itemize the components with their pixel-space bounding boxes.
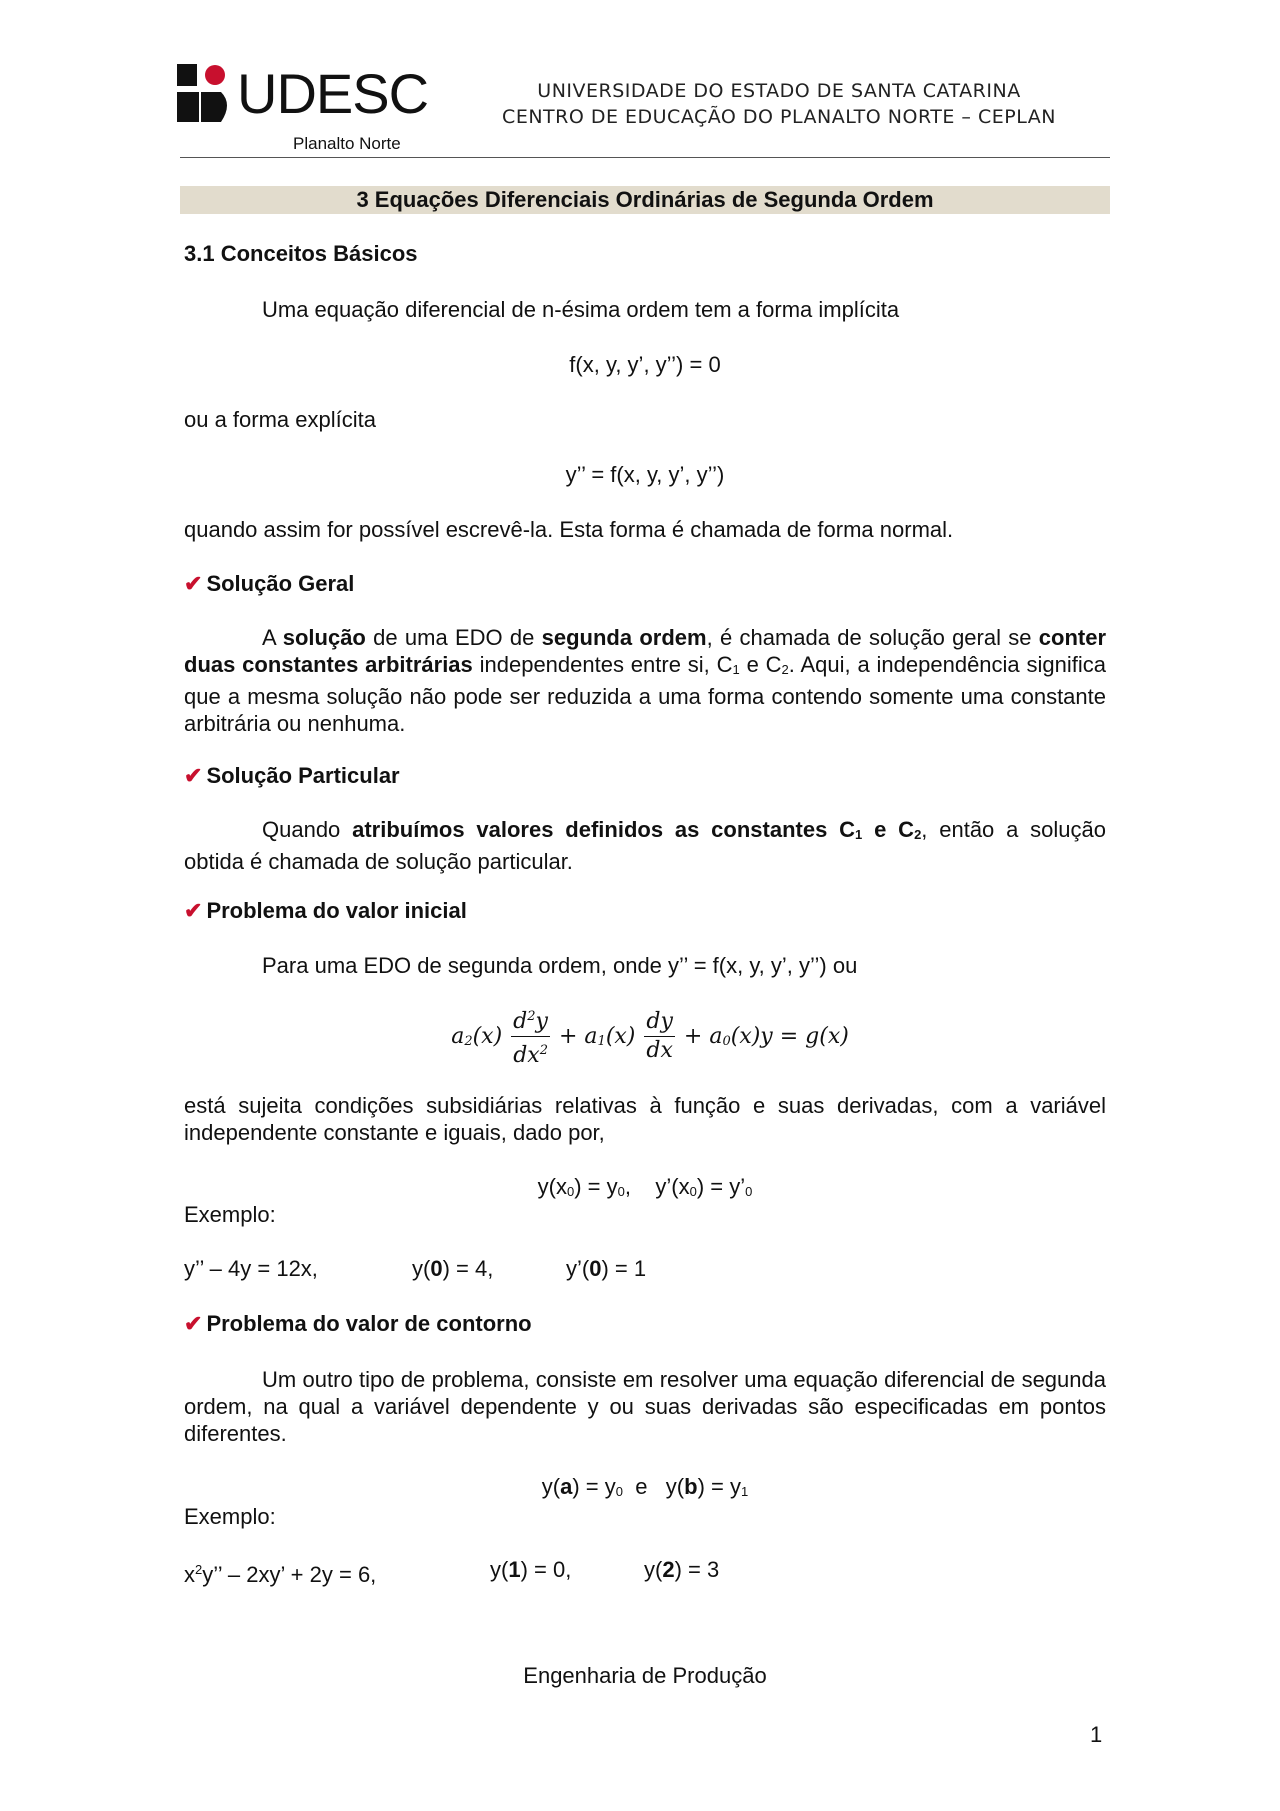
heading-problema-valor-inicial: ✔ Problema do valor inicial [184, 898, 467, 923]
solucao-particular-paragraph: Quando atribuímos valores definidos as constantes $C_1$ e $C_2$, então a solução obtida é chamada de solução particular. [184, 817, 1106, 874]
udesc-logo [177, 60, 427, 160]
intro-paragraph-3: quando assim for possível escrevê-la. Esta forma é chamada de forma normal. [184, 517, 954, 542]
footer-course: Engenharia de Produção [523, 1663, 767, 1688]
intro-paragraph-1: Uma equação diferencial de n-ésima ordem tem a forma implícita [262, 297, 900, 322]
example-2-condition-1: y(1) = 0, [490, 1557, 572, 1582]
pvc-paragraph: Um outro tipo de problema, consiste em resolver uma equação diferencial de segunda ordem, na qual a variável dependente y ou suas derivadas são especificadas em pontos diferentes. [184, 1367, 1106, 1446]
example-1-equation: y’’ – 4y = 12x, [184, 1256, 318, 1281]
example-1-condition-1: y(0) = 4, [412, 1256, 494, 1281]
check-icon: ✔ [184, 763, 203, 788]
exemplo-label-2: Exemplo: [184, 1504, 276, 1529]
example-2-equation: $x^2y$’’ – 2xy’ + 2y = 6, [184, 1562, 377, 1587]
logo-text: UDESC [237, 62, 429, 125]
check-icon: ✔ [184, 571, 203, 596]
boundary-conditions: $y(a) = y_0$ e $y(b) = y_1$ [541, 1474, 749, 1499]
heading-problema-valor-contorno: ✔ Problema do valor de contorno [184, 1311, 532, 1336]
heading-solucao-geral: ✔ Solução Geral [184, 571, 355, 596]
institution-name: UNIVERSIDADE DO ESTADO DE SANTA CATARINA [537, 80, 1021, 102]
header-divider [180, 157, 1110, 158]
second-order-ode-equation: $a_2(x)$ $\frac{d^2y}{dx^2}$ + $a_1(x)$ $\frac{dy}{dx}$ + $a_0(x)y = g(x)$ [400, 1003, 900, 1079]
intro-paragraph-2: ou a forma explícita [184, 407, 376, 432]
initial-conditions: $y(x_0) = y_0$, $y’(x_0)$ = $y’_0$ [537, 1174, 753, 1199]
exemplo-label-1: Exemplo: [184, 1202, 276, 1227]
pvi-paragraph-2: está sujeita condições subsidiárias relativas à função e suas derivadas, com a variável independente constante e iguais, dado por, [184, 1093, 1106, 1145]
logo-subtitle: Planalto Norte [293, 134, 401, 153]
fraction-d2y-dx2: $\frac{d^2y}{dx^2}$ [511, 1003, 550, 1070]
implicit-form-equation: f(x, y, y’, y’’) = 0 [569, 352, 721, 377]
section-title: 3.1 Conceitos Básicos [184, 241, 418, 266]
udesc-logo-mark-icon [177, 64, 233, 126]
check-icon: ✔ [184, 898, 203, 923]
chapter-title: 3 Equações Diferenciais Ordinárias de Segunda Ordem [180, 186, 1110, 214]
heading-solucao-particular: ✔ Solução Particular [184, 763, 400, 788]
institution-center: CENTRO DE EDUCAÇÃO DO PLANALTO NORTE – CEPLAN [502, 106, 1056, 128]
check-icon: ✔ [184, 1311, 203, 1336]
solucao-geral-paragraph: A solução de uma EDO de segunda ordem, é chamada de solução geral se conter duas constantes arbitrárias independentes entre si, $C_1$ e $C_2$. Aqui, a independência significa que a mesma solução não pode ser reduzida a uma forma contendo somente uma constante arbitrária ou nenhuma. [184, 625, 1107, 736]
fraction-dy-dx: $\frac{dy}{dx}$ [646, 1009, 673, 1063]
example-1-condition-2: y’(0) = 1 [566, 1256, 647, 1281]
example-2-condition-2: y(2) = 3 [644, 1557, 720, 1582]
page-number: 1 [1090, 1722, 1103, 1747]
explicit-form-equation: y’’ = f(x, y, y’, y’’) [565, 462, 725, 487]
pvi-paragraph-1: Para uma EDO de segunda ordem, onde y’’ = f(x, y, y’, y’’) ou [262, 953, 858, 978]
